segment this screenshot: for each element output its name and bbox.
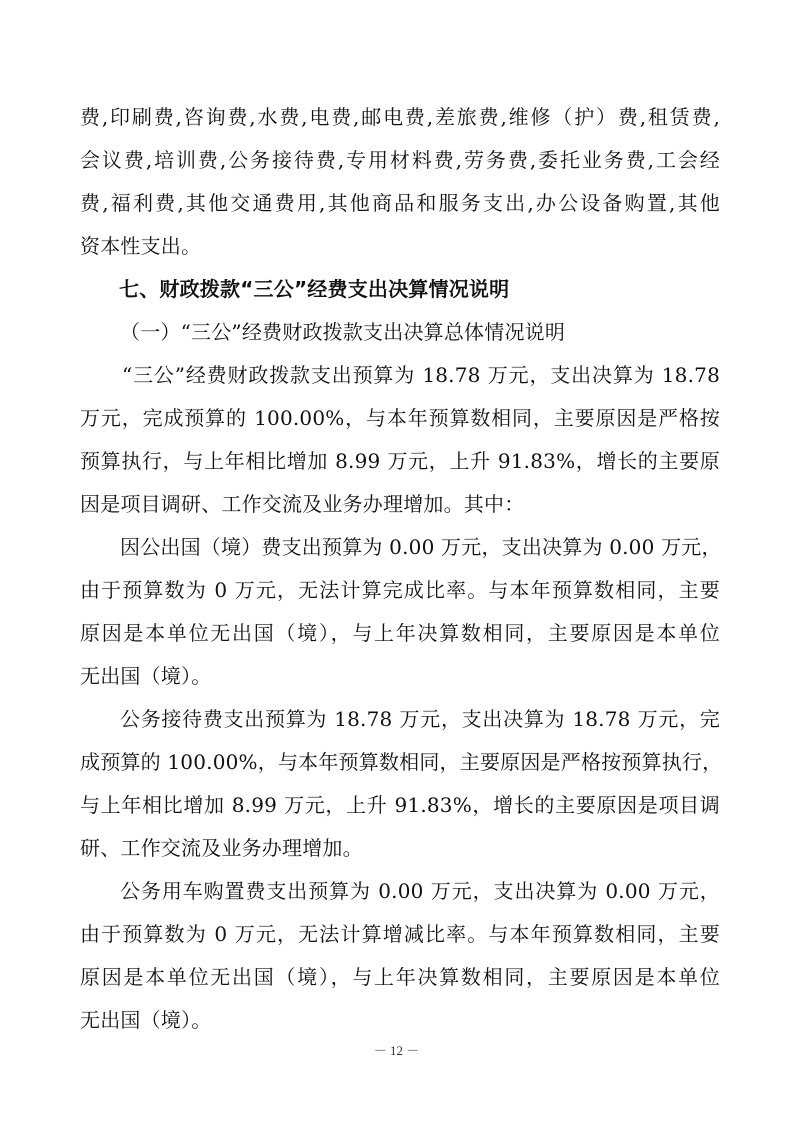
text-line: 无出国（境）。 — [80, 664, 212, 688]
page-number: － 12 － — [373, 1043, 420, 1058]
text-line: 会议费,培训费,公务接待费,专用材料费,劳务费,委托业务费,工会经 — [80, 148, 720, 172]
text-line: 公务用车购置费支出预算为 0.00 万元，支出决算为 0.00 万元， — [120, 879, 720, 903]
text-line: 成预算的 100.00%，与本年预算数相同，主要原因是严格按预算执行， — [80, 750, 723, 774]
text-line: 因公出国（境）费支出预算为 0.00 万元，支出决算为 0.00 万元， — [120, 535, 722, 559]
text-line: 由于预算数为 0 万元，无法计算增减比率。与本年预算数相同，主要 — [80, 922, 720, 946]
text-line: 与上年相比增加 8.99 万元，上升 91.83%，增长的主要原因是项目调 — [80, 793, 720, 817]
text-line: 费,福利费,其他交通费用,其他商品和服务支出,办公设备购置,其他 — [80, 191, 720, 215]
text-line: 预算执行，与上年相比增加 8.99 万元，上升 91.83%，增长的主要原 — [80, 449, 720, 473]
text-line: 因是项目调研、工作交流及业务办理增加。其中： — [80, 492, 525, 516]
text-line: 公务接待费支出预算为 18.78 万元，支出决算为 18.78 万元，完 — [120, 707, 720, 731]
text-line: 原因是本单位无出国（境），与上年决算数相同，主要原因是本单位 — [80, 965, 720, 989]
text-line: 原因是本单位无出国（境），与上年决算数相同，主要原因是本单位 — [80, 621, 720, 645]
subsection-heading: （一）“三公”经费财政拨款支出决算总体情况说明 — [120, 320, 566, 344]
text-line: 无出国（境）。 — [80, 1008, 212, 1032]
section-heading: 七、财政拨款“三公”经费支出决算情况说明 — [119, 277, 510, 301]
text-line: 资本性支出。 — [80, 234, 202, 258]
text-line: “三公”经费财政拨款支出预算为 18.78 万元，支出决算为 18.78 — [122, 363, 720, 387]
text-line: 费,印刷费,咨询费,水费,电费,邮电费,差旅费,维修（护）费,租赁费, — [80, 105, 720, 129]
text-line: 万元，完成预算的 100.00%，与本年预算数相同，主要原因是严格按 — [80, 406, 720, 430]
text-line: 由于预算数为 0 万元，无法计算完成比率。与本年预算数相同，主要 — [80, 578, 720, 602]
text-line: 研、工作交流及业务办理增加。 — [80, 836, 363, 860]
